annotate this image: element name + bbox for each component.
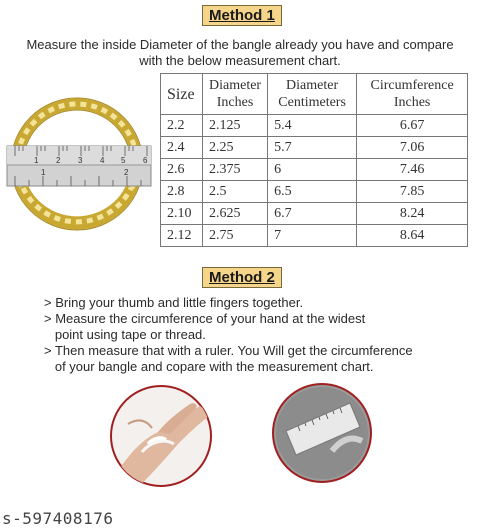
cell-cm: 5.4 <box>268 115 357 137</box>
cell-inches: 2.625 <box>203 203 268 225</box>
cell-size: 2.6 <box>161 159 203 181</box>
size-chart-table <box>160 73 468 247</box>
table-row <box>161 137 468 159</box>
method-1-badge: Method 1 <box>202 5 282 26</box>
ruler-icon <box>7 146 151 186</box>
intro-line-2: with the below measurement chart. <box>139 53 341 68</box>
table-row <box>161 181 468 203</box>
cell-inches: 2.75 <box>203 225 268 247</box>
step-line: > Measure the circumference of your hand at the widest <box>44 311 366 326</box>
method-2-steps <box>44 295 413 375</box>
cell-cm: 6.5 <box>268 181 357 203</box>
hand-measuring-icon <box>108 384 214 488</box>
ruler-mark-6: 6 <box>143 156 148 165</box>
table-header-row <box>161 74 468 115</box>
watermark-id: s-597408176 <box>2 509 114 528</box>
ruler-mark-b1: 1 <box>41 168 46 177</box>
cell-inches: 2.125 <box>203 115 268 137</box>
cell-size: 2.4 <box>161 137 203 159</box>
cell-cm: 7 <box>268 225 357 247</box>
cell-size: 2.10 <box>161 203 203 225</box>
intro-line-1: Measure the inside Diameter of the bangle already you have and compare <box>26 37 454 52</box>
ruler-mark-5: 5 <box>121 156 126 165</box>
cell-inches: 2.375 <box>203 159 268 181</box>
tape-measure-icon <box>272 381 372 485</box>
cell-inches: 2.25 <box>203 137 268 159</box>
header-diameter-inches: Diameter Inches <box>203 74 268 115</box>
ruler-mark-4: 4 <box>100 156 105 165</box>
cell-size: 2.2 <box>161 115 203 137</box>
step-line: > Bring your thumb and little fingers together. <box>44 295 304 310</box>
ruler-mark-3: 3 <box>78 156 83 165</box>
cell-circ: 8.24 <box>357 203 468 225</box>
cell-circ: 7.85 <box>357 181 468 203</box>
cell-cm: 6.7 <box>268 203 357 225</box>
cell-cm: 6 <box>268 159 357 181</box>
cell-circ: 6.67 <box>357 115 468 137</box>
ruler-mark-2: 2 <box>56 156 61 165</box>
cell-size: 2.12 <box>161 225 203 247</box>
step-line: point using tape or thread. <box>44 327 206 342</box>
bangle-ruler-illustration <box>5 92 155 237</box>
cell-circ: 8.64 <box>357 225 468 247</box>
step-line: > Then measure that with a ruler. You Will get the circumference <box>44 343 413 358</box>
cell-circ: 7.46 <box>357 159 468 181</box>
step-line: of your bangle and copare with the measurement chart. <box>44 359 374 374</box>
header-size: Size <box>161 74 203 115</box>
header-diameter-cm: Diameter Centimeters <box>268 74 357 115</box>
cell-circ: 7.06 <box>357 137 468 159</box>
method-2-badge: Method 2 <box>202 267 282 288</box>
cell-size: 2.8 <box>161 181 203 203</box>
method-1-instructions <box>0 37 480 69</box>
cell-cm: 5.7 <box>268 137 357 159</box>
table-row <box>161 159 468 181</box>
ruler-mark-1: 1 <box>34 156 39 165</box>
cell-inches: 2.5 <box>203 181 268 203</box>
ruler-mark-b2: 2 <box>124 168 129 177</box>
table-row <box>161 115 468 137</box>
table-row <box>161 203 468 225</box>
table-row <box>161 225 468 247</box>
header-circumference: Circumference Inches <box>357 74 468 115</box>
